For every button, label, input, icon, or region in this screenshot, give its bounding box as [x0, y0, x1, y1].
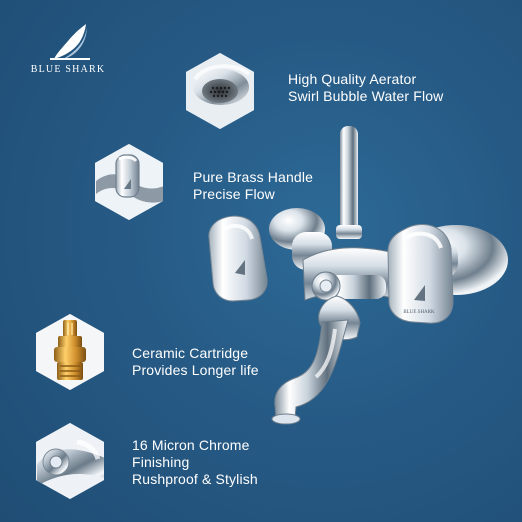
bath-spout — [275, 320, 348, 419]
cartridge-icon — [29, 311, 111, 393]
cartridge-feature-title: Ceramic Cartridge — [132, 345, 249, 361]
wall-mixer-product — [200, 118, 522, 522]
right-handle-brand-badge: BLUE SHARK — [403, 310, 435, 315]
handle-feature-title: Pure Brass Handle — [193, 169, 314, 185]
diverter-cap — [320, 280, 332, 292]
aerator-feature-title: High Quality Aerator — [288, 71, 417, 87]
pipe-collar — [336, 225, 362, 239]
cartridge-feature-subtitle: Provides Longer life — [132, 362, 259, 378]
handle-icon — [88, 141, 170, 223]
spout-outlet — [272, 414, 300, 424]
chrome-feature-detail: Rushproof & Stylish — [132, 471, 258, 487]
shark-fin-icon — [48, 22, 92, 62]
brand-logo — [16, 22, 120, 82]
left-lever-handle — [209, 216, 267, 301]
chrome-feature-subtitle: Finishing — [132, 454, 190, 470]
brand-name: BLUE SHARK — [30, 64, 106, 75]
handle-feature-subtitle: Precise Flow — [193, 186, 275, 202]
chrome-feature-title: 16 Micron Chrome — [132, 437, 250, 453]
shower-outlet-pipe — [340, 126, 358, 232]
aerator-feature-subtitle: Swirl Bubble Water Flow — [288, 88, 444, 104]
aerator-feature-text — [288, 71, 443, 105]
chrome-finish-icon — [29, 420, 111, 502]
right-lever-handle — [388, 225, 453, 324]
